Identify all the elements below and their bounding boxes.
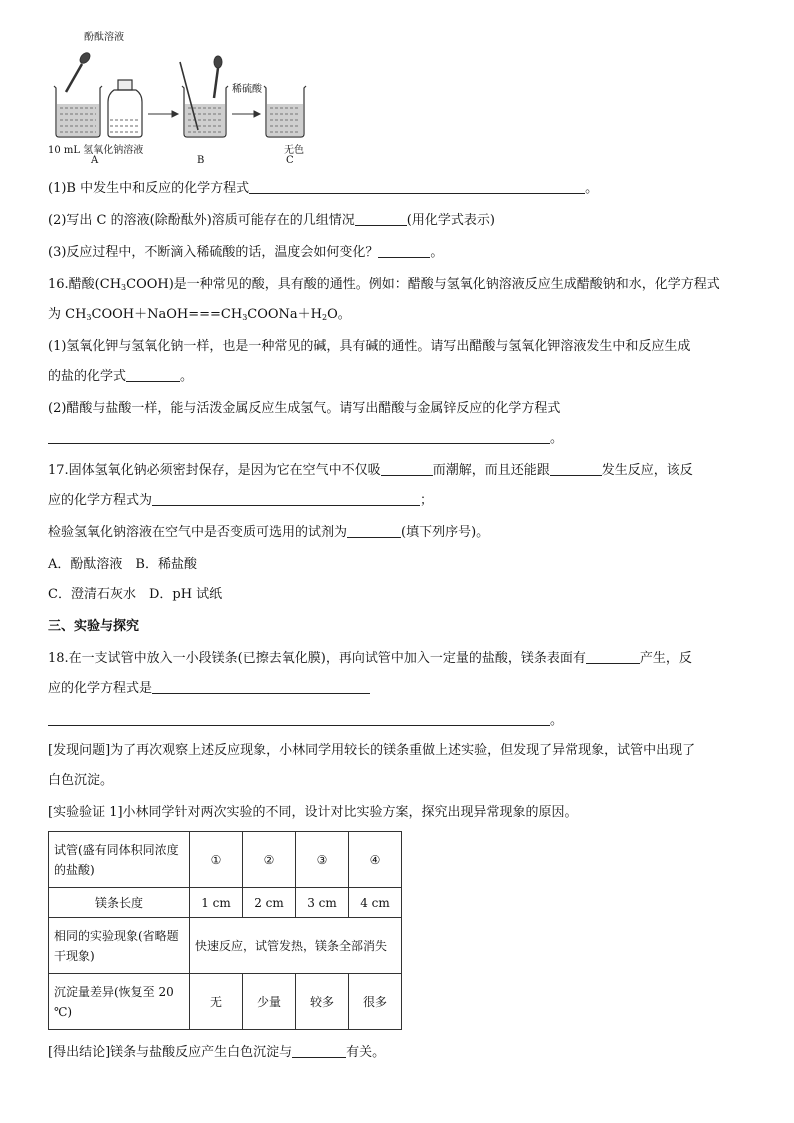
- answer-blank[interactable]: [48, 429, 550, 444]
- q17-options-cd: C．澄清石灰水 D．pH 试纸: [48, 587, 223, 602]
- table-cell: 快速反应，试管发热，镁条全部消失: [190, 918, 402, 974]
- q16-part1b: 的盐的化学式 。: [48, 369, 194, 384]
- table-cell: 3 cm: [296, 888, 349, 918]
- table-cell: 4 cm: [349, 888, 402, 918]
- label-acid: 稀硫酸: [232, 84, 262, 95]
- q16-equation: 为 $CH_3COOH+NaOH===CH_3COONa+H_2O$。: [48, 307, 351, 322]
- label-a: A: [91, 155, 99, 166]
- label-b: B: [197, 155, 205, 166]
- q15-part2: (2)写出 C 的溶液(除酚酞外)溶质可能存在的几组情况 (用化学式表示): [48, 213, 495, 228]
- answer-blank[interactable]: [355, 211, 407, 226]
- section-heading: 三、实验与探究: [48, 619, 140, 634]
- q18-equation: 应的化学方程式是: [48, 679, 370, 699]
- q18-verify: [实验验证 1]小林同学针对两次实验的不同，设计对比实验方案，探究出现异常现象的原因。: [48, 805, 578, 820]
- q15-part1: (1)B 中发生中和反应的化学方程式 。: [48, 181, 599, 196]
- beaker-a: [54, 86, 102, 137]
- table-header-cell: 镁条长度: [49, 888, 190, 918]
- beaker-b: [180, 62, 228, 137]
- q18-discover: [发现问题]为了再次观察上述反应现象，小林同学用较长的镁条重做上述实验，但发现了异常现象，试管中出现了: [48, 743, 696, 758]
- q18-conclusion: [得出结论]镁条与盐酸反应产生白色沉淀与 有关。: [48, 1045, 386, 1060]
- label-c: C: [286, 155, 294, 166]
- table-cell: 少量: [243, 974, 296, 1030]
- experiment-table: [48, 831, 402, 1030]
- answer-blank[interactable]: [381, 461, 433, 476]
- q17-options-ab: A．酚酞溶液 B．稀盐酸: [48, 557, 197, 572]
- answer-blank[interactable]: [292, 1043, 346, 1058]
- answer-blank[interactable]: [152, 679, 370, 694]
- table-row: [49, 888, 402, 918]
- q15-part3: (3)反应过程中，不断滴入稀硫酸的话，温度会如何变化？ 。: [48, 245, 444, 260]
- beaker-c: [264, 86, 306, 137]
- reagent-bottle: [108, 80, 142, 137]
- q18-discover-cont: 白色沉淀。: [48, 773, 114, 788]
- table-row: [49, 918, 402, 974]
- q16-part2: (2)醋酸与盐酸一样，能与活泼金属反应生成氢气。请写出醋酸与金属锌反应的化学方程式: [48, 401, 561, 416]
- label-phenol: 酚酞溶液: [84, 32, 124, 43]
- table-row: [49, 974, 402, 1030]
- table-header-cell: 相同的实验现象(省略题干现象): [49, 918, 190, 974]
- table-cell: 2 cm: [243, 888, 296, 918]
- table-cell: ④: [349, 832, 402, 888]
- arrow-right-icon: [232, 111, 260, 117]
- table-cell: ③: [296, 832, 349, 888]
- table-cell: ①: [190, 832, 243, 888]
- table-cell: 较多: [296, 974, 349, 1030]
- table-cell: 无: [190, 974, 243, 1030]
- table-header-cell: 试管(盛有同体积同浓度的盐酸): [49, 832, 190, 888]
- q16-part1: (1)氢氧化钾与氢氧化钠一样，也是一种常见的碱，具有碱的通性。请写出醋酸与氢氧化钾溶液发生中和反应生成: [48, 339, 691, 354]
- answer-blank[interactable]: [249, 179, 585, 194]
- table-cell: ②: [243, 832, 296, 888]
- q17-stem: 17.固体氢氧化钠必须密封保存，是因为它在空气中不仅吸 而潮解，而且还能跟 发生反应，该反: [48, 463, 693, 478]
- q18-equation-cont: 。: [48, 711, 563, 731]
- q18-stem: 18.在一支试管中放入一小段镁条(已擦去氧化膜)，再向试管中加入一定量的盐酸，镁条表面有 产生，反: [48, 651, 692, 666]
- table-cell: 1 cm: [190, 888, 243, 918]
- answer-blank[interactable]: [347, 523, 401, 538]
- dropper-acid: [214, 56, 222, 98]
- table-cell: 很多: [349, 974, 402, 1030]
- arrow-right-icon: [148, 111, 178, 117]
- answer-blank[interactable]: [550, 461, 602, 476]
- answer-blank[interactable]: [152, 491, 420, 506]
- q17-equation: 应的化学方程式为 ；: [48, 493, 434, 508]
- answer-blank[interactable]: [126, 367, 180, 382]
- answer-blank[interactable]: [48, 711, 550, 726]
- table-row: [49, 832, 402, 888]
- label-naoh: 10 mL 氢氧化钠溶液: [48, 145, 144, 156]
- table-header-cell: 沉淀量差异(恢复至 20 ℃): [49, 974, 190, 1030]
- label-colorless: 无色: [284, 145, 304, 156]
- answer-blank[interactable]: [586, 649, 640, 664]
- q16-part2-answer: 。: [48, 429, 563, 449]
- dropper-phenol: [66, 51, 92, 92]
- answer-blank[interactable]: [378, 243, 430, 258]
- q17-reagent: 检验氢氧化钠溶液在空气中是否变质可选用的试剂为 (填下列序号)。: [48, 525, 490, 540]
- q16-stem: 16.醋酸$(CH_3COOH)$是一种常见的酸，具有酸的通性。例如：醋酸与氢氧化钠溶液反应生成醋酸钠和水，化学方程式: [48, 277, 720, 292]
